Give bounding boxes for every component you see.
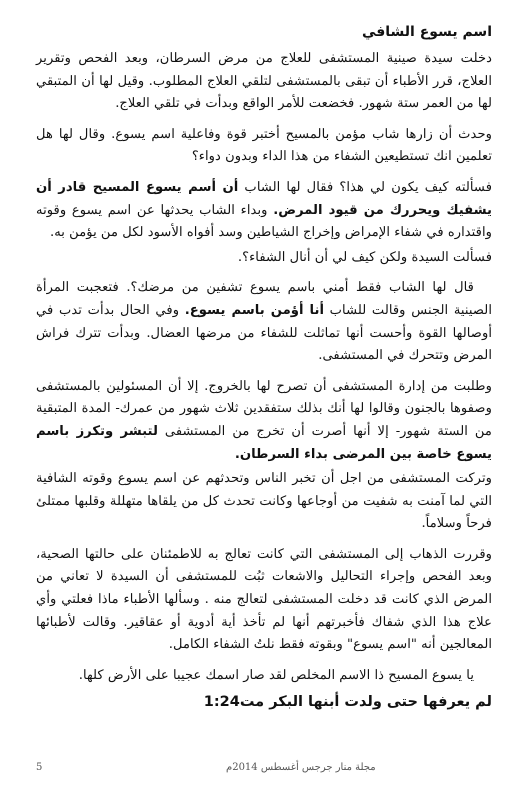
article [36, 22, 492, 714]
paragraph-6 [36, 376, 492, 466]
paragraph-5 [36, 277, 492, 367]
paragraph-7: وتركت المستشفى من اجل أن تخبر الناس وتحدثهم عن اسم يسوع وقوته الشافية التي لما آمنت به شفيت من أوجاعها وكانت تحدث كل من يلقاها متهللة وقلبها ممتلئ فرحاً وسلاماً. [36, 471, 492, 532]
paragraph-4: فسألت السيدة ولكن كيف لي أن أنال الشفاء؟. [237, 249, 492, 265]
paragraph-3-bold: أن أسم يسوع المسيح قادر أن يشفيك ويحررك من قيود المرض. [36, 179, 492, 218]
paragraph-2: وحدث أن زارها شاب مؤمن بالمسيح أختبر قوة وفاعلية اسم يسوع. وقال لها هل تعلمين انك تستطيعين الشفاء من هذا الداء وبدون دواء؟ [36, 126, 492, 165]
paragraph-9: يا يسوع المسيح ذا الاسم المخلص لقد صار اسمك عجيبا على الأرض كلها. [78, 667, 474, 683]
paragraph-3 [36, 177, 492, 245]
paragraph-6-text-a: وطلبت من إدارة المستشفى أن تصرح لها بالخروج. إلا أن المسئولين بالمستشفى وصفوها بالجنون وقالوا لها أنك بذلك ستفقدين ثلاث شهور من عمرك- المدة المتبقية من الستة شهور- إلا أنها أصرت أن تخرج من المستشفى [36, 378, 492, 439]
footer-credit: مجلة منار جرجس أغسطس 2014م [226, 762, 376, 773]
paragraph-5-bold: أنا أؤمن باسم يسوع. [184, 302, 324, 318]
paragraph-1: دخلت سيدة صينية المستشفى للعلاج من مرض السرطان، وبعد الفحص وتقرير العلاج، قرر الأطباء أن تبقى بالمستشفى لتلقي العلاج المطلوب. وقيل لها أن المتبقي لها من العمر ستة شهور. فخضعت للأمر الواقع وبدأت في تلقي العلاج. [36, 51, 492, 112]
closing-verse: لم يعرفها حتى ولدت أبنها البكر مت1:24 [203, 694, 492, 711]
paragraph-5-text-a: قال لها الشاب فقط أمني باسم يسوع تشفين من مرضك؟. فتعجبت المرأة الصينية الجنس وقالت للشاب [36, 280, 492, 318]
paragraph-3-text-b: وبداء الشاب يحدثها عن اسم يسوع وقوته واقتداره في شفاء الإمراض وإخراج الشياطين وسد أفواه الأسود لكل من يؤمن به. [36, 202, 492, 241]
paragraph-6-bold: لتبشر وتكرز باسم يسوع خاصة بين المرضى بداء السرطان. [36, 423, 492, 462]
paragraph-3-text-a: فسألته كيف يكون لي هذا؟ فقال لها الشاب [238, 179, 492, 195]
paragraph-8: وقررت الذهاب إلى المستشفى التي كانت تعالج به للاطمئنان على حالتها الصحية، وبعد الفحص وإجراء التحاليل والاشعات ثبُت للمستشفى أن السيدة لا تعاني من المرض الذي كانت قد دخلت المستشفى لتعالج منه . وسألها الأطباء ماذا فعلتي وأي علاج هذا الذي شفاك فأخبرتهم أنها لم تأخذ أية أدوية أو عقاقير. وقالت لأطبائها المعالجين أنه "اسم يسوع" وبقوته فقط نلتُ الشفاء الكامل. [36, 546, 492, 653]
page-number: 5 [36, 762, 43, 773]
paragraph-5-text-b: وفي الحال بدأت تدب في أوصالها القوة وأحست أنها تماثلت للشفاء من مرضها العضال. وبدأت تترك فراش المرض وتتحرك في المستشفى. [36, 302, 492, 364]
article-title: اسم يسوع الشافي [361, 24, 492, 40]
